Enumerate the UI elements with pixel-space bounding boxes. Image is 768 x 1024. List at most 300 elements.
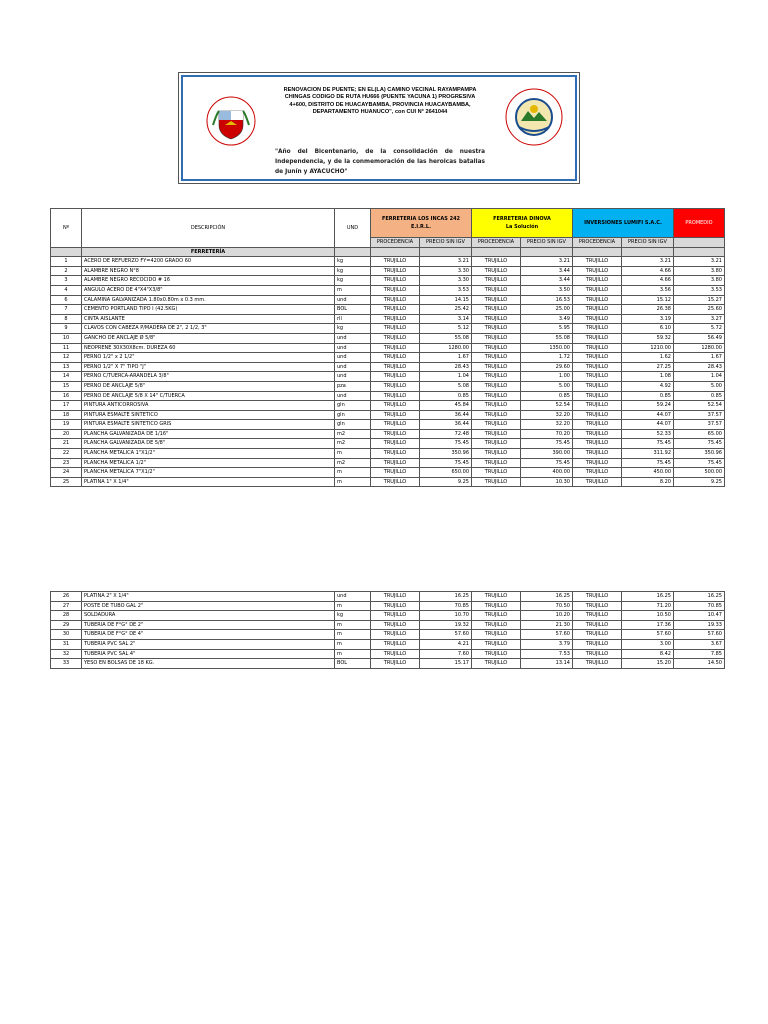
section-ferreteria: FERRETERÍA <box>82 247 335 257</box>
table-row <box>51 659 725 669</box>
los-incas-price: 7.60 <box>420 649 472 659</box>
lumifi-procedencia: TRUJILLO <box>573 391 622 401</box>
dinova-price: 7.53 <box>521 649 573 659</box>
lumifi-procedencia: TRUJILLO <box>573 295 622 305</box>
los-incas-price: 15.17 <box>420 659 472 669</box>
item-description: TUBERIA DE F°G° DE 4" <box>82 630 335 640</box>
item-number: 26 <box>51 592 82 602</box>
dinova-procedencia: TRUJILLO <box>472 649 521 659</box>
promedio-price: 500.00 <box>674 468 725 478</box>
item-number: 3 <box>51 276 82 286</box>
los-incas-price: 650.00 <box>420 468 472 478</box>
dinova-price: 5.95 <box>521 324 573 334</box>
promedio-header: PROMEDIO <box>674 209 725 238</box>
item-number: 11 <box>51 343 82 353</box>
item-description: TUBERIA DE F°G° DE 2" <box>82 620 335 630</box>
table-row <box>51 468 725 478</box>
los-incas-procedencia: TRUJILLO <box>371 429 420 439</box>
los-incas-procedencia: TRUJILLO <box>371 449 420 459</box>
lumifi-price: 311.92 <box>622 449 674 459</box>
item-number: 27 <box>51 601 82 611</box>
promedio-price: 5.00 <box>674 381 725 391</box>
los-incas-price: 25.42 <box>420 305 472 315</box>
promedio-price: 10.47 <box>674 611 725 621</box>
los-incas-price: 16.25 <box>420 592 472 602</box>
dinova-price: 57.60 <box>521 630 573 640</box>
dinova-price: 10.20 <box>521 611 573 621</box>
los-incas-price: 72.48 <box>420 429 472 439</box>
item-description: PERNO 1/2" x 2 1/2" <box>82 353 335 363</box>
item-description: YESO EN BOLSAS DE 18 KG. <box>82 659 335 669</box>
item-number: 20 <box>51 429 82 439</box>
lumifi-price: 75.45 <box>622 439 674 449</box>
lumifi-procedencia: TRUJILLO <box>573 285 622 295</box>
item-unit: m <box>335 601 371 611</box>
item-description: ALAMBRE NEGRO RECOCIDO # 16 <box>82 276 335 286</box>
lumifi-price: 57.60 <box>622 630 674 640</box>
item-description: CEMENTO PORTLAND TIPO I (42.5KG) <box>82 305 335 315</box>
table-row <box>51 324 725 334</box>
dinova-price: 10.30 <box>521 477 573 487</box>
table-row <box>51 592 725 602</box>
table-row <box>51 620 725 630</box>
los-incas-procedencia: TRUJILLO <box>371 314 420 324</box>
dinova-price: 75.45 <box>521 439 573 449</box>
promedio-price: 5.72 <box>674 324 725 334</box>
los-incas-procedencia: TRUJILLO <box>371 601 420 611</box>
los-incas-procedencia: TRUJILLO <box>371 649 420 659</box>
item-unit: m <box>335 620 371 630</box>
section-blank <box>51 247 82 257</box>
lumifi-price: 6.10 <box>622 324 674 334</box>
lumifi-procedencia: TRUJILLO <box>573 353 622 363</box>
table-row <box>51 630 725 640</box>
los-incas-procedencia: TRUJILLO <box>371 630 420 640</box>
los-incas-procedencia: TRUJILLO <box>371 458 420 468</box>
item-unit: gln <box>335 420 371 430</box>
lumifi-procedencia: TRUJILLO <box>573 630 622 640</box>
item-unit: m <box>335 449 371 459</box>
dinova-price: 5.00 <box>521 381 573 391</box>
item-number: 6 <box>51 295 82 305</box>
dinova-procedencia: TRUJILLO <box>472 305 521 315</box>
los-incas-price: 1.04 <box>420 372 472 382</box>
item-unit: BOL <box>335 305 371 315</box>
item-description: POSTE DE TUBO GAL 2" <box>82 601 335 611</box>
dinova-procedencia: TRUJILLO <box>472 630 521 640</box>
lumifi-price: 0.85 <box>622 391 674 401</box>
dinova-price: 3.50 <box>521 285 573 295</box>
lumifi-procedencia: TRUJILLO <box>573 305 622 315</box>
dinova-procedencia: TRUJILLO <box>472 333 521 343</box>
lumifi-price: 44.07 <box>622 420 674 430</box>
lumifi-procedencia: TRUJILLO <box>573 649 622 659</box>
dinova-procedencia: TRUJILLO <box>472 257 521 267</box>
table-row <box>51 639 725 649</box>
lumifi-price: 4.66 <box>622 276 674 286</box>
item-unit: und <box>335 592 371 602</box>
los-incas-procedencia: TRUJILLO <box>371 257 420 267</box>
table-row <box>51 601 725 611</box>
los-incas-procedencia: TRUJILLO <box>371 324 420 334</box>
los-incas-price: 9.25 <box>420 477 472 487</box>
los-incas-procedencia: TRUJILLO <box>371 592 420 602</box>
item-number: 14 <box>51 372 82 382</box>
los-incas-price: 45.84 <box>420 401 472 411</box>
lumifi-price: 16.25 <box>622 592 674 602</box>
item-description: PLANCHA METALICA 7"X1/2" <box>82 468 335 478</box>
los-incas-price: 19.32 <box>420 620 472 630</box>
dinova-price: 55.08 <box>521 333 573 343</box>
item-number: 10 <box>51 333 82 343</box>
dinova-procedencia: TRUJILLO <box>472 353 521 363</box>
dinova-price: 75.45 <box>521 458 573 468</box>
table-row <box>51 343 725 353</box>
dinova-price: 32.20 <box>521 420 573 430</box>
item-description: PERNO C/TUERCA-ARANDELA 3/8" <box>82 372 335 382</box>
los-incas-price: 0.85 <box>420 391 472 401</box>
promedio-price: 7.85 <box>674 649 725 659</box>
promedio-price: 56.49 <box>674 333 725 343</box>
los-incas-procedencia: TRUJILLO <box>371 620 420 630</box>
item-description: PLANCHA METALICA 1/2" <box>82 458 335 468</box>
section-blank <box>371 247 420 257</box>
section-blank <box>622 247 674 257</box>
los-incas-procedencia: TRUJILLO <box>371 333 420 343</box>
dinova-price: 3.44 <box>521 266 573 276</box>
dinova-procedencia: TRUJILLO <box>472 362 521 372</box>
sub-header-procedencia: PROCEDENCIA <box>371 238 420 248</box>
item-number: 23 <box>51 458 82 468</box>
item-description: PINTURA ESMALTE SINTETICO <box>82 410 335 420</box>
los-incas-price: 3.53 <box>420 285 472 295</box>
item-number: 12 <box>51 353 82 363</box>
dinova-price: 32.20 <box>521 410 573 420</box>
table-body-page2 <box>51 592 725 669</box>
dinova-price: 29.60 <box>521 362 573 372</box>
dinova-price: 1.00 <box>521 372 573 382</box>
dinova-procedencia: TRUJILLO <box>472 372 521 382</box>
lumifi-price: 3.56 <box>622 285 674 295</box>
los-incas-procedencia: TRUJILLO <box>371 353 420 363</box>
project-banner <box>178 72 580 184</box>
item-unit: m <box>335 285 371 295</box>
banner-frame <box>181 75 577 181</box>
supplier-dinova-header: FERRETERIA DINOVA La Solución <box>472 209 573 238</box>
promedio-price: 3.53 <box>674 285 725 295</box>
col-header-description: DESCRIPCIÓN <box>82 209 335 248</box>
item-number: 2 <box>51 266 82 276</box>
item-description: PLANCHA GALVANIZADA DE 5/8" <box>82 439 335 449</box>
los-incas-price: 1.67 <box>420 353 472 363</box>
item-unit: m <box>335 649 371 659</box>
los-incas-price: 75.45 <box>420 458 472 468</box>
item-number: 1 <box>51 257 82 267</box>
lumifi-procedencia: TRUJILLO <box>573 601 622 611</box>
item-unit: gln <box>335 401 371 411</box>
item-description: PERNO DE ANCLAJE 5/8" <box>82 381 335 391</box>
dinova-procedencia: TRUJILLO <box>472 639 521 649</box>
los-incas-price: 70.85 <box>420 601 472 611</box>
dinova-price: 3.49 <box>521 314 573 324</box>
item-unit: rll <box>335 314 371 324</box>
dinova-price: 3.79 <box>521 639 573 649</box>
item-number: 33 <box>51 659 82 669</box>
item-description: PLANCHA GALVANIZADA DE 1/16" <box>82 429 335 439</box>
lumifi-price: 3.00 <box>622 639 674 649</box>
table-row <box>51 285 725 295</box>
item-unit: m <box>335 639 371 649</box>
los-incas-price: 75.45 <box>420 439 472 449</box>
item-number: 7 <box>51 305 82 315</box>
section-blank <box>573 247 622 257</box>
lumifi-price: 71.20 <box>622 601 674 611</box>
supplier-lumifi-header: INVERSIONES LUMIFI S.A.C. <box>573 209 674 238</box>
promedio-price: 14.50 <box>674 659 725 669</box>
table-row <box>51 276 725 286</box>
promedio-price: 350.96 <box>674 449 725 459</box>
dinova-price: 3.44 <box>521 276 573 286</box>
item-number: 17 <box>51 401 82 411</box>
item-unit: und <box>335 391 371 401</box>
lumifi-price: 15.20 <box>622 659 674 669</box>
dinova-price: 70.50 <box>521 601 573 611</box>
lumifi-procedencia: TRUJILLO <box>573 439 622 449</box>
los-incas-procedencia: TRUJILLO <box>371 401 420 411</box>
promedio-price: 3.80 <box>674 276 725 286</box>
table-row <box>51 372 725 382</box>
lumifi-price: 26.38 <box>622 305 674 315</box>
los-incas-price: 5.08 <box>420 381 472 391</box>
lumifi-price: 17.36 <box>622 620 674 630</box>
promedio-price: 25.60 <box>674 305 725 315</box>
lumifi-price: 15.12 <box>622 295 674 305</box>
los-incas-procedencia: TRUJILLO <box>371 305 420 315</box>
lumifi-price: 27.25 <box>622 362 674 372</box>
lumifi-price: 4.92 <box>622 381 674 391</box>
dinova-procedencia: TRUJILLO <box>472 420 521 430</box>
dinova-procedencia: TRUJILLO <box>472 410 521 420</box>
peru-coat-of-arms-icon <box>205 95 257 147</box>
dinova-procedencia: TRUJILLO <box>472 620 521 630</box>
table-body-page1 <box>51 257 725 487</box>
item-unit: kg <box>335 257 371 267</box>
table-row <box>51 391 725 401</box>
item-description: ACERO DE REFUERZO FY=4200 GRADO 60 <box>82 257 335 267</box>
dinova-procedencia: TRUJILLO <box>472 391 521 401</box>
item-unit: m2 <box>335 458 371 468</box>
lumifi-procedencia: TRUJILLO <box>573 611 622 621</box>
lumifi-price: 75.45 <box>622 458 674 468</box>
item-number: 25 <box>51 477 82 487</box>
promedio-price: 1.04 <box>674 372 725 382</box>
dinova-price: 400.00 <box>521 468 573 478</box>
los-incas-procedencia: TRUJILLO <box>371 439 420 449</box>
table-row <box>51 401 725 411</box>
table-row <box>51 266 725 276</box>
item-number: 8 <box>51 314 82 324</box>
lumifi-procedencia: TRUJILLO <box>573 372 622 382</box>
table-row <box>51 458 725 468</box>
table-row <box>51 410 725 420</box>
item-unit: m <box>335 468 371 478</box>
item-number: 29 <box>51 620 82 630</box>
sub-header-procedencia: PROCEDENCIA <box>573 238 622 248</box>
table-row <box>51 333 725 343</box>
item-number: 31 <box>51 639 82 649</box>
sub-header-precio: PRECIO SIN IGV <box>622 238 674 248</box>
lumifi-procedencia: TRUJILLO <box>573 449 622 459</box>
lumifi-procedencia: TRUJILLO <box>573 276 622 286</box>
section-blank <box>335 247 371 257</box>
item-number: 9 <box>51 324 82 334</box>
item-unit: m <box>335 630 371 640</box>
dinova-procedencia: TRUJILLO <box>472 592 521 602</box>
item-number: 15 <box>51 381 82 391</box>
item-unit: und <box>335 353 371 363</box>
los-incas-procedencia: TRUJILLO <box>371 391 420 401</box>
promedio-price: 37.57 <box>674 410 725 420</box>
item-description: PERNO 1/2" X 7" TIPO "J" <box>82 362 335 372</box>
lumifi-procedencia: TRUJILLO <box>573 458 622 468</box>
item-unit: m2 <box>335 439 371 449</box>
dinova-procedencia: TRUJILLO <box>472 295 521 305</box>
item-unit: m2 <box>335 429 371 439</box>
dinova-price: 3.21 <box>521 257 573 267</box>
lumifi-price: 52.33 <box>622 429 674 439</box>
item-description: ANGULO ACERO DE 4"X4"X3/8" <box>82 285 335 295</box>
item-unit: und <box>335 362 371 372</box>
price-comparison-table-continued <box>50 591 725 669</box>
item-description: ALAMBRE NEGRO N°8 <box>82 266 335 276</box>
lumifi-procedencia: TRUJILLO <box>573 333 622 343</box>
promedio-price: 1280.00 <box>674 343 725 353</box>
promedio-price: 9.25 <box>674 477 725 487</box>
los-incas-price: 5.12 <box>420 324 472 334</box>
los-incas-procedencia: TRUJILLO <box>371 477 420 487</box>
dinova-procedencia: TRUJILLO <box>472 601 521 611</box>
dinova-price: 21.30 <box>521 620 573 630</box>
lumifi-procedencia: TRUJILLO <box>573 266 622 276</box>
los-incas-procedencia: TRUJILLO <box>371 381 420 391</box>
table-row <box>51 429 725 439</box>
los-incas-price: 36.44 <box>420 410 472 420</box>
item-number: 16 <box>51 391 82 401</box>
lumifi-price: 1.08 <box>622 372 674 382</box>
dinova-procedencia: TRUJILLO <box>472 314 521 324</box>
supplier-los-incas-header: FERRETERIA LOS INCAS 242 E.I.R.L. <box>371 209 472 238</box>
lumifi-price: 3.21 <box>622 257 674 267</box>
lumifi-procedencia: TRUJILLO <box>573 381 622 391</box>
item-number: 18 <box>51 410 82 420</box>
item-number: 4 <box>51 285 82 295</box>
dinova-procedencia: TRUJILLO <box>472 266 521 276</box>
promedio-price: 57.60 <box>674 630 725 640</box>
los-incas-procedencia: TRUJILLO <box>371 362 420 372</box>
item-description: CALAMINA GALVANIZADA 1.80x0.80m x 0.3 mm. <box>82 295 335 305</box>
dinova-procedencia: TRUJILLO <box>472 477 521 487</box>
municipal-seal-icon <box>503 87 565 147</box>
item-unit: gln <box>335 410 371 420</box>
dinova-price: 25.00 <box>521 305 573 315</box>
table-row <box>51 420 725 430</box>
dinova-procedencia: TRUJILLO <box>472 439 521 449</box>
dinova-procedencia: TRUJILLO <box>472 324 521 334</box>
sub-header-procedencia: PROCEDENCIA <box>472 238 521 248</box>
section-blank <box>472 247 521 257</box>
lumifi-procedencia: TRUJILLO <box>573 401 622 411</box>
lumifi-procedencia: TRUJILLO <box>573 429 622 439</box>
dinova-price: 13.14 <box>521 659 573 669</box>
item-unit: kg <box>335 611 371 621</box>
item-unit: kg <box>335 266 371 276</box>
dinova-procedencia: TRUJILLO <box>472 381 521 391</box>
item-description: CINTA AISLANTE <box>82 314 335 324</box>
lumifi-procedencia: TRUJILLO <box>573 477 622 487</box>
section-blank <box>674 247 725 257</box>
los-incas-procedencia: TRUJILLO <box>371 285 420 295</box>
lumifi-procedencia: TRUJILLO <box>573 362 622 372</box>
dinova-price: 16.53 <box>521 295 573 305</box>
dinova-price: 70.20 <box>521 429 573 439</box>
table-row <box>51 477 725 487</box>
los-incas-price: 10.70 <box>420 611 472 621</box>
table-row <box>51 381 725 391</box>
lumifi-price: 3.19 <box>622 314 674 324</box>
los-incas-price: 3.30 <box>420 276 472 286</box>
los-incas-procedencia: TRUJILLO <box>371 468 420 478</box>
item-description: PINTURA ANTICORROSIVA <box>82 401 335 411</box>
promedio-price: 3.27 <box>674 314 725 324</box>
table-row <box>51 449 725 459</box>
item-description: NEOPRENE 30X30X8cm. DUREZA 60 <box>82 343 335 353</box>
item-description: PLATINA 2" X 1/4" <box>82 592 335 602</box>
lumifi-procedencia: TRUJILLO <box>573 620 622 630</box>
lumifi-procedencia: TRUJILLO <box>573 592 622 602</box>
lumifi-price: 1.62 <box>622 353 674 363</box>
table-row <box>51 362 725 372</box>
table-row <box>51 611 725 621</box>
item-number: 22 <box>51 449 82 459</box>
dinova-price: 1350.00 <box>521 343 573 353</box>
promedio-price: 15.27 <box>674 295 725 305</box>
los-incas-price: 1280.00 <box>420 343 472 353</box>
los-incas-price: 55.08 <box>420 333 472 343</box>
los-incas-procedencia: TRUJILLO <box>371 372 420 382</box>
table-row <box>51 314 725 324</box>
dinova-procedencia: TRUJILLO <box>472 343 521 353</box>
lumifi-procedencia: TRUJILLO <box>573 257 622 267</box>
los-incas-price: 3.21 <box>420 257 472 267</box>
los-incas-price: 3.14 <box>420 314 472 324</box>
lumifi-procedencia: TRUJILLO <box>573 314 622 324</box>
lumifi-procedencia: TRUJILLO <box>573 468 622 478</box>
dinova-procedencia: TRUJILLO <box>472 659 521 669</box>
section-blank <box>521 247 573 257</box>
los-incas-procedencia: TRUJILLO <box>371 266 420 276</box>
promedio-price: 0.85 <box>674 391 725 401</box>
los-incas-price: 28.43 <box>420 362 472 372</box>
los-incas-procedencia: TRUJILLO <box>371 639 420 649</box>
lumifi-procedencia: TRUJILLO <box>573 639 622 649</box>
dinova-procedencia: TRUJILLO <box>472 276 521 286</box>
dinova-price: 1.72 <box>521 353 573 363</box>
sub-header-promedio-blank <box>674 238 725 248</box>
promedio-price: 28.43 <box>674 362 725 372</box>
item-number: 24 <box>51 468 82 478</box>
col-header-unit: UND <box>335 209 371 248</box>
dinova-procedencia: TRUJILLO <box>472 468 521 478</box>
